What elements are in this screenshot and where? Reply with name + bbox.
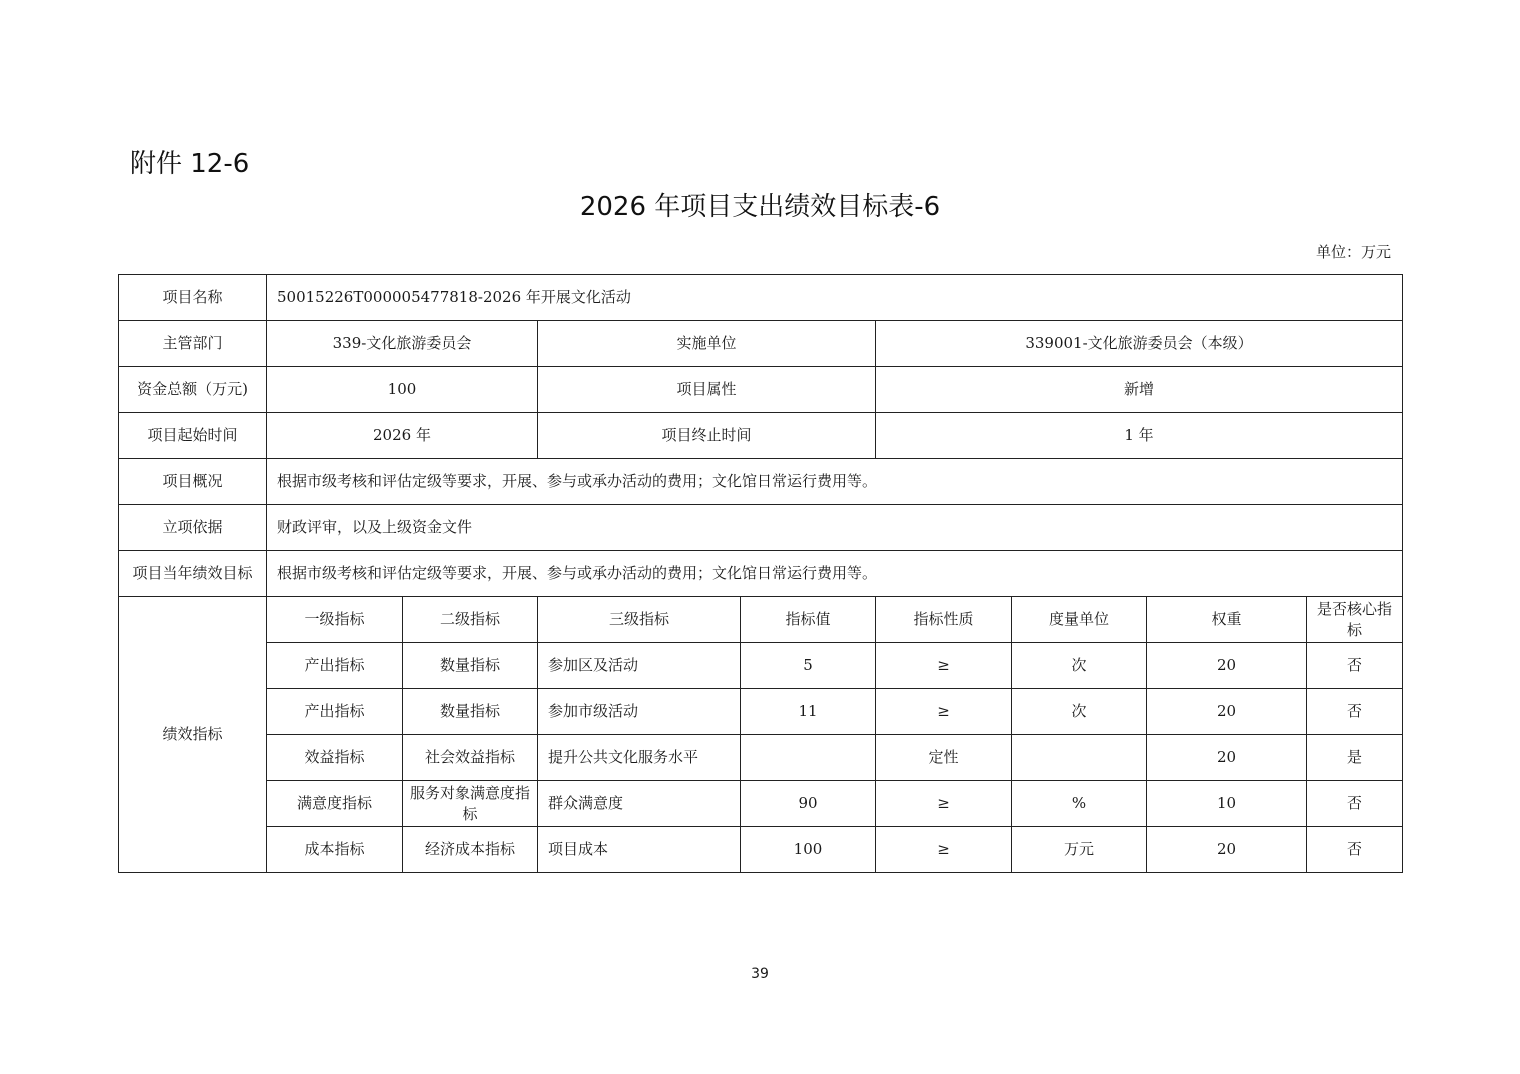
dept-label: 主管部门 bbox=[119, 321, 267, 367]
unit-cell: 次 bbox=[1012, 643, 1147, 689]
start-label: 项目起始时间 bbox=[119, 413, 267, 459]
row-period bbox=[119, 413, 1403, 459]
end-value: 1 年 bbox=[876, 413, 1403, 459]
core-cell: 否 bbox=[1307, 827, 1403, 873]
unit-label: 单位：万元 bbox=[1315, 243, 1391, 261]
indicator-row bbox=[119, 643, 1403, 689]
header-level2: 二级指标 bbox=[403, 597, 538, 643]
impl-value: 339001-文化旅游委员会（本级） bbox=[876, 321, 1403, 367]
level3-cell: 提升公共文化服务水平 bbox=[538, 735, 741, 781]
goal-label: 项目当年绩效目标 bbox=[119, 551, 267, 597]
overview-value: 根据市级考核和评估定级等要求，开展、参与或承办活动的费用；文化馆日常运行费用等。 bbox=[267, 459, 1403, 505]
impl-label: 实施单位 bbox=[538, 321, 876, 367]
attr-value: 新增 bbox=[876, 367, 1403, 413]
indicator-header-row bbox=[119, 597, 1403, 643]
header-weight: 权重 bbox=[1147, 597, 1307, 643]
unit-cell: 次 bbox=[1012, 689, 1147, 735]
basis-label: 立项依据 bbox=[119, 505, 267, 551]
performance-target-table bbox=[118, 274, 1403, 873]
indicator-row bbox=[119, 781, 1403, 827]
end-label: 项目终止时间 bbox=[538, 413, 876, 459]
core-cell: 否 bbox=[1307, 689, 1403, 735]
level3-cell: 参加市级活动 bbox=[538, 689, 741, 735]
value-cell: 5 bbox=[741, 643, 876, 689]
indicator-row bbox=[119, 735, 1403, 781]
weight-cell: 20 bbox=[1147, 735, 1307, 781]
page-number: 39 bbox=[751, 966, 769, 982]
document-title: 2026 年项目支出绩效目标表-6 bbox=[579, 192, 941, 222]
nature-cell: ≥ bbox=[876, 689, 1012, 735]
indicators-section-label: 绩效指标 bbox=[119, 597, 267, 873]
project-name-label: 项目名称 bbox=[119, 275, 267, 321]
row-basis bbox=[119, 505, 1403, 551]
weight-cell: 20 bbox=[1147, 827, 1307, 873]
header-level1: 一级指标 bbox=[267, 597, 403, 643]
indicator-row bbox=[119, 689, 1403, 735]
header-core: 是否核心指标 bbox=[1307, 597, 1403, 643]
project-name-value: 50015226T000005477818-2026 年开展文化活动 bbox=[267, 275, 1403, 321]
dept-value: 339-文化旅游委员会 bbox=[267, 321, 538, 367]
weight-cell: 10 bbox=[1147, 781, 1307, 827]
row-overview bbox=[119, 459, 1403, 505]
level2-cell: 社会效益指标 bbox=[403, 735, 538, 781]
header-nature: 指标性质 bbox=[876, 597, 1012, 643]
value-cell: 90 bbox=[741, 781, 876, 827]
weight-cell: 20 bbox=[1147, 643, 1307, 689]
level3-cell: 项目成本 bbox=[538, 827, 741, 873]
level3-cell: 参加区及活动 bbox=[538, 643, 741, 689]
nature-cell: ≥ bbox=[876, 827, 1012, 873]
indicator-row bbox=[119, 827, 1403, 873]
nature-cell: 定性 bbox=[876, 735, 1012, 781]
header-unit: 度量单位 bbox=[1012, 597, 1147, 643]
row-goal bbox=[119, 551, 1403, 597]
weight-cell: 20 bbox=[1147, 689, 1307, 735]
value-cell: 100 bbox=[741, 827, 876, 873]
basis-value: 财政评审，以及上级资金文件 bbox=[267, 505, 1403, 551]
unit-cell bbox=[1012, 735, 1147, 781]
level1-cell: 满意度指标 bbox=[267, 781, 403, 827]
row-project-name bbox=[119, 275, 1403, 321]
nature-cell: ≥ bbox=[876, 643, 1012, 689]
value-cell: 11 bbox=[741, 689, 876, 735]
unit-cell: % bbox=[1012, 781, 1147, 827]
attr-label: 项目属性 bbox=[538, 367, 876, 413]
level2-cell: 数量指标 bbox=[403, 643, 538, 689]
header-value: 指标值 bbox=[741, 597, 876, 643]
row-fund bbox=[119, 367, 1403, 413]
fund-value: 100 bbox=[267, 367, 538, 413]
level3-cell: 群众满意度 bbox=[538, 781, 741, 827]
unit-cell: 万元 bbox=[1012, 827, 1147, 873]
header-level3: 三级指标 bbox=[538, 597, 741, 643]
level1-cell: 效益指标 bbox=[267, 735, 403, 781]
level2-cell: 经济成本指标 bbox=[403, 827, 538, 873]
level2-cell: 服务对象满意度指标 bbox=[403, 781, 538, 827]
nature-cell: ≥ bbox=[876, 781, 1012, 827]
core-cell: 是 bbox=[1307, 735, 1403, 781]
level2-cell: 数量指标 bbox=[403, 689, 538, 735]
fund-label: 资金总额（万元) bbox=[119, 367, 267, 413]
level1-cell: 成本指标 bbox=[267, 827, 403, 873]
level1-cell: 产出指标 bbox=[267, 643, 403, 689]
goal-value: 根据市级考核和评估定级等要求，开展、参与或承办活动的费用；文化馆日常运行费用等。 bbox=[267, 551, 1403, 597]
core-cell: 否 bbox=[1307, 643, 1403, 689]
value-cell bbox=[741, 735, 876, 781]
core-cell: 否 bbox=[1307, 781, 1403, 827]
level1-cell: 产出指标 bbox=[267, 689, 403, 735]
overview-label: 项目概况 bbox=[119, 459, 267, 505]
start-value: 2026 年 bbox=[267, 413, 538, 459]
annex-label: 附件 12-6 bbox=[130, 149, 250, 179]
row-department bbox=[119, 321, 1403, 367]
